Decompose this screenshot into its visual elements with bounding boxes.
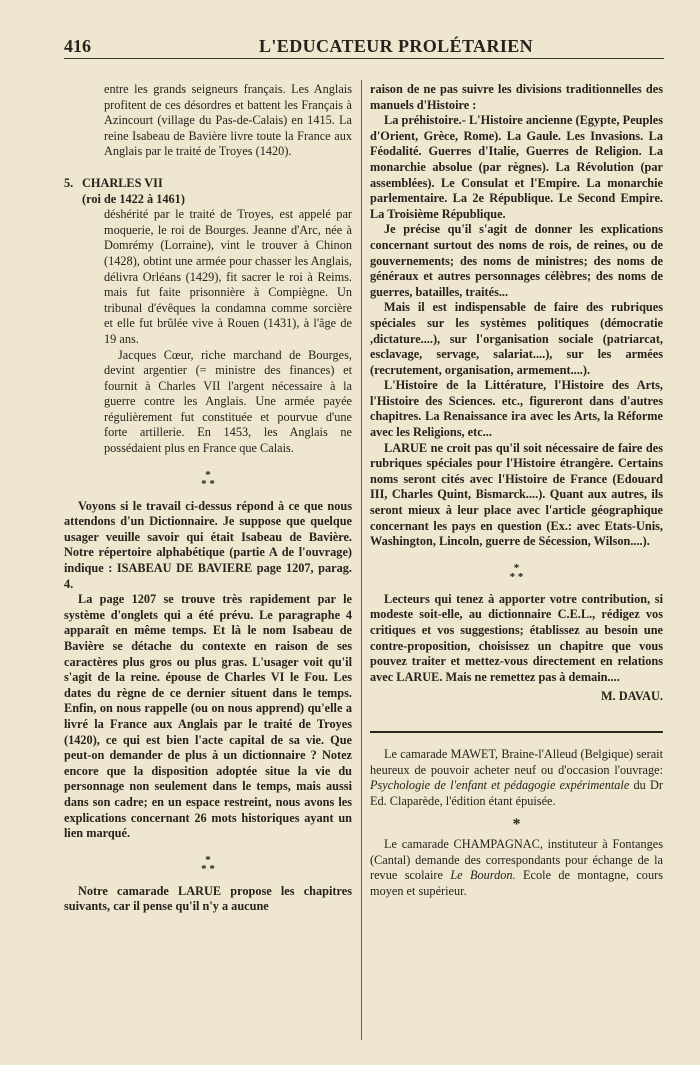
notice-rule [370, 731, 663, 733]
notice-mawet-text: Le camarade MAWET, Braine-l'Alleud (Belgique) serait heureux de pouvoir acheter neuf ou d'occasion l'ouvrage: [370, 746, 663, 777]
section-separator: * * * [201, 468, 215, 490]
paragraph-chapters: La préhistoire.- L'Histoire ancienne (Egypte, Peuples d'Orient, Grèce, Rome). La Gaule. Les Invasions. La Féodalité. Guerres d'Italie, Guerres de Religion. La monarchie absolue (par règnes). La Révolution (par assemblées). Le Consulat et l'Empire. La monarchie parlementaire. La 2e République. Le Second Empire. La Troisième République. [370, 113, 663, 221]
page-number: 416 [64, 36, 91, 56]
paragraph-larue-proposal: Notre camarade LARUE propose les chapitres suivants, car il pense qu'il n'y a aucune [64, 883, 352, 914]
paragraph-dictionary-check: Voyons si le travail ci-dessus répond à ce que nous attendons d'un Dictionnaire. Je suppose que quelque usager veuille savoir qui était Isabeau de Bavière. Notre répertoire alphabétique (partie A de l'ouvrage) indique : ISABEAU DE BAVIERE page 1207, parag. 4. [64, 498, 352, 591]
notice-champagnac-text-end: Ecole de montagne, cours moyen et supérieur. [370, 868, 663, 898]
notice-champagnac [370, 837, 663, 899]
page-header [64, 34, 664, 60]
column-divider [361, 80, 362, 1040]
running-title: L'EDUCATEUR PROLÉTARIEN [259, 36, 534, 56]
paragraph-jacques-coeur: Jacques Cœur, riche marchand de Bourges, devint argentier (= ministre des finances) et fournit à Charles VII l'argent nécessaire à la guerre contre les Anglais. Une armée payée régulièrement fut constituée et pourvue d'une forte artillerie. En 1453, les Anglais ne possédaient plus en France que Calais. [104, 347, 352, 456]
paragraph-intro: entre les grands seigneurs français. Les Anglais profitent de ces désordres et battent les Français à Azincourt (village du Pas-de-Calais) en 1415. La reine Isabeau de Bavière livre toute la France aux Anglais par le traité de Troyes (1420). [104, 82, 352, 159]
paragraph-page-1207: La page 1207 se trouve très rapidement par le système d'onglets qui a été prévu. Le paragraphe 4 apparaît en même temps. Et là le nom Isabeau de Bavière se détache du contexte en raison de ses caractères plus gros ou plus gras. L'usager voit qu'il s'agit de la reine. épouse de Charles VI le Fou. Les dates du règne de ce dernier situent dans le temps. Enfin, on nous rappelle (ou on nous apprend) qu'elle a livré la France aux Anglais par le traité de Troyes (1420), ce qui est bien l'acte capital de sa vie. Que peut-on demander de plus à un dictionnaire ? Notez encore que la disposition adoptée situe la vie du personnage non seulement dans le temps, mais aussi dans son cadre; en un espace restreint, nous avons les explications concernant 26 mots historiques ayant un lien marqué. [64, 592, 352, 841]
paragraph-divisions: raison de ne pas suivre les divisions traditionnelles des manuels d'Histoire : [370, 82, 663, 112]
entry-title: CHARLES VII [82, 175, 163, 190]
paragraph-explanations: Je précise qu'il s'agit de donner les explications concernant surtout des noms de rois, de reines, ou de gouvernements; des noms de ministres; des noms de généraux et autres personnages célèbres; des noms de guerres, batailles, traités... [370, 222, 663, 299]
entry-number: 5. [64, 175, 74, 190]
header-rule [64, 58, 664, 59]
paragraph-call-to-readers: Lecteurs qui tenez à apporter votre contribution, si modeste soit-elle, au dictionnaire C.E.L., rédigez vos critiques et vos suggestions; établissez au besoin une contre-proposition, choisissez un chapitre que vous pouvez traiter et mettez-vous directement en relations avec LARUE. Mais ne remettez pas à demain.... [370, 591, 663, 684]
section-separator-3: * * * [509, 561, 524, 583]
notice-champagnac-review-title: Le Bourdon. [450, 868, 516, 883]
section-separator-2: * * * [201, 853, 215, 875]
notice-mawet-text-end: du Dr Ed. Claparède, l'édition étant épuisée. [370, 778, 664, 808]
notice-champagnac-text: Le camarade CHAMPAGNAC, instituteur à Fontanges (Cantal) demande des correspondants pour échange de la revue scolaire [370, 836, 663, 883]
entry-heading [64, 176, 352, 192]
notice-separator: * [512, 816, 521, 834]
paragraph-foreign-history: LARUE ne croit pas qu'il soit nécessaire de faire des rubriques spéciales pour l'Histoire étrangère. Certains noms seront cités avec l'Histoire de France (Edouard III, Charles Quint, Bismarck....). Quant aux autres, ils seront mieux à leur place avec l'article géographique concernant les pays en question (Ex.: avec Etats-Unis, Washington, Lincoln, guerre de Sécession, Wilson....). [370, 440, 663, 549]
notice-mawet [370, 747, 663, 809]
notice-mawet-book-title: Psychologie de l'enfant et pédagogie expérimentale [370, 778, 630, 793]
paragraph-charles-vii: déshérité par le traité de Troyes, est appelé par moquerie, le roi de Bourges. Jeanne d'Arc, née à Domrémy (Lorraine), vint le trouver à Chinon (1428), obtint une armée pour chasser les Anglais, délivra Orléans (1429), fit sacrer le roi à Reims. mais fut faite prisonnière à Compiègne. Un tribunal d'évêques la condamna comme sorcière et elle fut brûlée vive à Rouen (1431), à l'âge de 19 ans. [104, 207, 352, 346]
right-column [370, 82, 663, 899]
signature: M. DAVAU. [600, 689, 663, 704]
paragraph-rubrics: Mais il est indispensable de faire des rubriques spéciales sur les systèmes politiques (démocratie ,dictature....), sur l'organisation sociale (patriarcat, esclavage, servage, salariat....), sur les armées (recrutement, organisation, armement....). [370, 300, 663, 377]
paragraph-literature: L'Histoire de la Littérature, l'Histoire des Arts, l'Histoire des Sciences. etc., figureront dans d'autres chapitres. La Renaissance ira avec les Arts, la Réforme avec les Religions, etc... [370, 378, 663, 440]
entry-reign: (roi de 1422 à 1461) [82, 191, 185, 206]
left-column [64, 82, 352, 915]
